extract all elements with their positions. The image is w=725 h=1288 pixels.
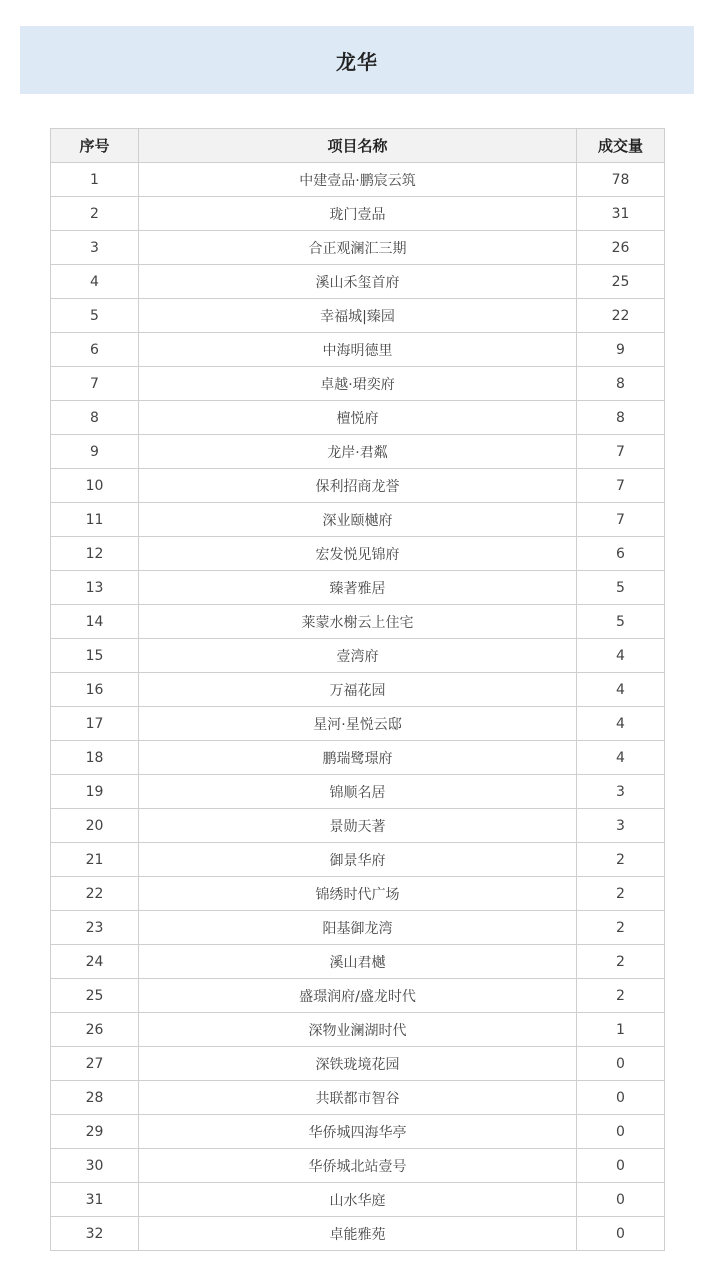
row-project-name: 深物业澜湖时代 — [139, 1013, 577, 1047]
row-index: 18 — [51, 741, 139, 775]
row-project-name: 锦顺名居 — [139, 775, 577, 809]
table-row — [51, 1115, 665, 1149]
table-row — [51, 911, 665, 945]
row-project-name: 景勋天著 — [139, 809, 577, 843]
row-project-name: 臻著雅居 — [139, 571, 577, 605]
row-project-name: 卓能雅苑 — [139, 1217, 577, 1251]
row-index: 23 — [51, 911, 139, 945]
table-row — [51, 1081, 665, 1115]
row-index: 15 — [51, 639, 139, 673]
row-project-name: 万福花园 — [139, 673, 577, 707]
row-volume: 9 — [577, 333, 665, 367]
row-index: 22 — [51, 877, 139, 911]
row-volume: 1 — [577, 1013, 665, 1047]
row-volume: 22 — [577, 299, 665, 333]
row-volume: 2 — [577, 945, 665, 979]
row-volume: 0 — [577, 1217, 665, 1251]
table-header-row — [51, 129, 665, 163]
row-volume: 31 — [577, 197, 665, 231]
row-volume: 8 — [577, 367, 665, 401]
row-project-name: 华侨城四海华亭 — [139, 1115, 577, 1149]
table-row — [51, 809, 665, 843]
row-volume: 0 — [577, 1183, 665, 1217]
row-project-name: 宏发悦见锦府 — [139, 537, 577, 571]
row-project-name: 鹏瑞鹭璟府 — [139, 741, 577, 775]
row-volume: 4 — [577, 673, 665, 707]
row-index: 21 — [51, 843, 139, 877]
row-volume: 0 — [577, 1115, 665, 1149]
row-index: 2 — [51, 197, 139, 231]
row-index: 20 — [51, 809, 139, 843]
row-project-name: 中海明德里 — [139, 333, 577, 367]
row-index: 32 — [51, 1217, 139, 1251]
row-index: 13 — [51, 571, 139, 605]
row-index: 12 — [51, 537, 139, 571]
row-project-name: 卓越·珺奕府 — [139, 367, 577, 401]
row-index: 29 — [51, 1115, 139, 1149]
table-row — [51, 537, 665, 571]
row-project-name: 御景华府 — [139, 843, 577, 877]
row-index: 26 — [51, 1013, 139, 1047]
table-row — [51, 231, 665, 265]
table-row — [51, 945, 665, 979]
table-row — [51, 707, 665, 741]
table-row — [51, 741, 665, 775]
row-volume: 0 — [577, 1149, 665, 1183]
row-project-name: 幸福城|臻园 — [139, 299, 577, 333]
row-index: 14 — [51, 605, 139, 639]
row-index: 5 — [51, 299, 139, 333]
table-row — [51, 639, 665, 673]
table-row — [51, 1047, 665, 1081]
row-volume: 26 — [577, 231, 665, 265]
row-volume: 4 — [577, 741, 665, 775]
row-project-name: 深铁珑境花园 — [139, 1047, 577, 1081]
row-index: 7 — [51, 367, 139, 401]
header-index: 序号 — [51, 129, 139, 163]
table-row — [51, 571, 665, 605]
row-index: 6 — [51, 333, 139, 367]
row-project-name: 深业颐樾府 — [139, 503, 577, 537]
row-project-name: 山水华庭 — [139, 1183, 577, 1217]
row-project-name: 锦绣时代广场 — [139, 877, 577, 911]
table-body — [51, 163, 665, 1251]
row-volume: 3 — [577, 775, 665, 809]
row-index: 1 — [51, 163, 139, 197]
header-volume: 成交量 — [577, 129, 665, 163]
row-volume: 3 — [577, 809, 665, 843]
transaction-table — [50, 128, 665, 1251]
row-index: 3 — [51, 231, 139, 265]
table-row — [51, 299, 665, 333]
row-project-name: 共联都市智谷 — [139, 1081, 577, 1115]
row-project-name: 中建壹品·鹏宸云筑 — [139, 163, 577, 197]
row-project-name: 溪山君樾 — [139, 945, 577, 979]
row-project-name: 华侨城北站壹号 — [139, 1149, 577, 1183]
row-index: 30 — [51, 1149, 139, 1183]
table-row — [51, 1217, 665, 1251]
row-volume: 2 — [577, 877, 665, 911]
row-index: 16 — [51, 673, 139, 707]
table-row — [51, 333, 665, 367]
table-row — [51, 877, 665, 911]
row-project-name: 合正观澜汇三期 — [139, 231, 577, 265]
table-row — [51, 401, 665, 435]
row-project-name: 盛璟润府/盛龙时代 — [139, 979, 577, 1013]
row-volume: 78 — [577, 163, 665, 197]
row-index: 9 — [51, 435, 139, 469]
region-banner — [20, 26, 694, 94]
row-index: 25 — [51, 979, 139, 1013]
row-volume: 0 — [577, 1047, 665, 1081]
row-volume: 2 — [577, 911, 665, 945]
row-volume: 0 — [577, 1081, 665, 1115]
row-volume: 2 — [577, 843, 665, 877]
table-row — [51, 197, 665, 231]
table-row — [51, 605, 665, 639]
table-row — [51, 163, 665, 197]
row-volume: 7 — [577, 503, 665, 537]
row-project-name: 莱蒙水榭云上住宅 — [139, 605, 577, 639]
row-index: 28 — [51, 1081, 139, 1115]
row-index: 10 — [51, 469, 139, 503]
table-row — [51, 673, 665, 707]
table-row — [51, 367, 665, 401]
row-project-name: 保利招商龙誉 — [139, 469, 577, 503]
row-index: 27 — [51, 1047, 139, 1081]
region-title: 龙华 — [336, 49, 378, 74]
row-index: 4 — [51, 265, 139, 299]
row-volume: 8 — [577, 401, 665, 435]
row-volume: 2 — [577, 979, 665, 1013]
table-row — [51, 1149, 665, 1183]
row-index: 24 — [51, 945, 139, 979]
table-row — [51, 979, 665, 1013]
row-index: 8 — [51, 401, 139, 435]
row-volume: 25 — [577, 265, 665, 299]
row-project-name: 溪山禾玺首府 — [139, 265, 577, 299]
row-volume: 5 — [577, 605, 665, 639]
table-row — [51, 503, 665, 537]
table-row — [51, 1183, 665, 1217]
row-index: 17 — [51, 707, 139, 741]
row-project-name: 星河·星悦云邸 — [139, 707, 577, 741]
table-row — [51, 1013, 665, 1047]
table-row — [51, 775, 665, 809]
header-project-name: 项目名称 — [139, 129, 577, 163]
row-project-name: 檀悦府 — [139, 401, 577, 435]
table-row — [51, 265, 665, 299]
row-project-name: 珑门壹品 — [139, 197, 577, 231]
row-volume: 7 — [577, 435, 665, 469]
row-project-name: 壹湾府 — [139, 639, 577, 673]
table-row — [51, 469, 665, 503]
row-volume: 6 — [577, 537, 665, 571]
row-project-name: 阳基御龙湾 — [139, 911, 577, 945]
row-project-name: 龙岸·君粼 — [139, 435, 577, 469]
row-volume: 4 — [577, 639, 665, 673]
row-volume: 4 — [577, 707, 665, 741]
table-row — [51, 843, 665, 877]
row-volume: 7 — [577, 469, 665, 503]
row-volume: 5 — [577, 571, 665, 605]
table-row — [51, 435, 665, 469]
row-index: 31 — [51, 1183, 139, 1217]
row-index: 19 — [51, 775, 139, 809]
row-index: 11 — [51, 503, 139, 537]
